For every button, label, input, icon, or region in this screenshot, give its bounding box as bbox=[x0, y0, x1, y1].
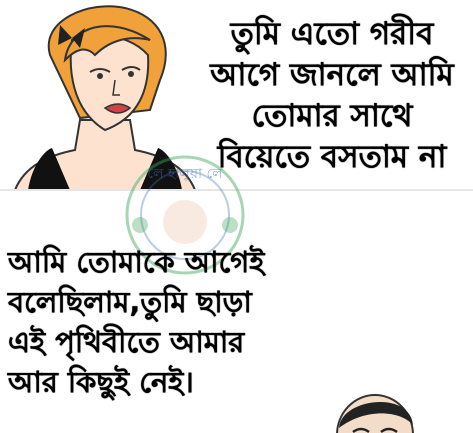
bottom-caption-line: আর কিছুই নেই। bbox=[8, 365, 194, 399]
bottom-caption-line: বলেছিলাম,তুমি ছাড়া bbox=[8, 285, 252, 319]
top-caption-line: তুমি এতো গরীব bbox=[230, 16, 434, 52]
watermark-text: লে হালুয়া লে bbox=[147, 166, 223, 182]
top-caption-line: তোমার সাথে bbox=[251, 98, 413, 134]
bottom-panel bbox=[0, 190, 473, 433]
top-caption-line: বিয়েতে বসতাম না bbox=[217, 139, 447, 175]
top-caption-line: আগে জানলে আমি bbox=[210, 57, 454, 93]
bottom-caption bbox=[8, 242, 328, 402]
bottom-caption-line: আমি তোমাকে আগেই bbox=[8, 245, 265, 279]
laughing-man-icon bbox=[315, 390, 473, 433]
bottom-caption-line: এই পৃথিবীতে আমার bbox=[8, 325, 245, 359]
